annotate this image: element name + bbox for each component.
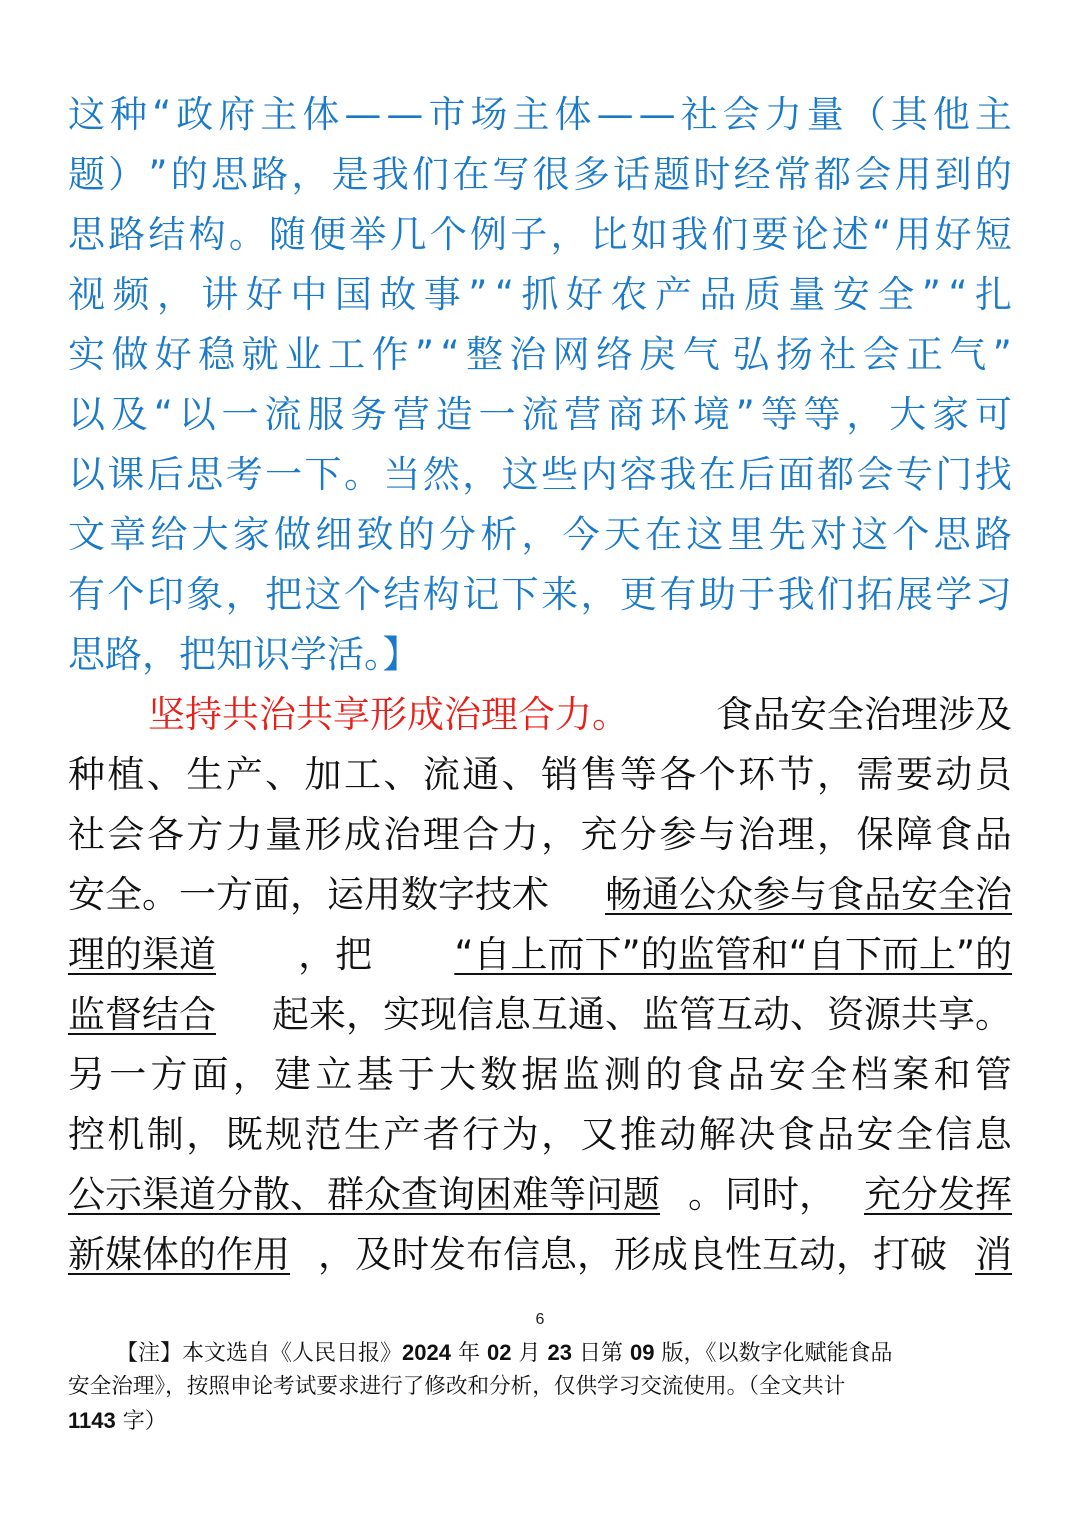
underlined-phrase: 消 (975, 1233, 1012, 1276)
underlined-phrase: 监督结合 (68, 993, 216, 1036)
paragraph-text: 食品安全治理涉及 (716, 693, 1012, 736)
footnote-text: 字） (122, 1409, 167, 1434)
paragraph-heading: 坚持共治共享形成治理合力。 (148, 693, 629, 736)
footnote-text: 年 (457, 1341, 480, 1366)
commentary-line: 以 课 后 思 考 一 下 。 当 然 ， 这 些 内 容 我 在 后 面 都 会 专 门 找 (68, 453, 1012, 496)
footnote-text: 版，《以数字化赋能食品 (661, 1341, 893, 1366)
paragraph-line (68, 1226, 1012, 1284)
footnote-text: 【注】本文选自《人民日报》 (116, 1341, 403, 1366)
commentary-line: 题 ） ” 的 思 路 ， 是 我 们 在 写 很 多 话 题 时 经 常 都 会 用 到 的 (68, 153, 1012, 196)
commentary-line: 文 章 给 大 家 做 细 致 的 分 析 ， 今 天 在 这 里 先 对 这 个 思 路 (68, 513, 1012, 556)
footnote-text: 月 (518, 1341, 541, 1366)
paragraph-text: ，及时发布信息，形成良性互动，打破 (318, 1233, 947, 1276)
paragraph-line: 控 机 制 ， 既 规 范 生 产 者 行 为 ， 又 推 动 解 决 食 品 安 全 信 息 (68, 1113, 1012, 1156)
footnote-line (116, 1336, 1012, 1371)
commentary-line: 有 个 印 象 ， 把 这 个 结 构 记 下 来 ， 更 有 助 于 我 们 拓 展 学 习 (68, 573, 1012, 616)
underlined-phrase: 公示渠道分散、群众查询困难等问题 (68, 1173, 660, 1216)
paragraph-text: ，把 (298, 933, 373, 976)
commentary-line: 实 做 好 稳 就 业 工 作 ” “ 整 治 网 络 戾 气 弘 扬 社 会 正 气 ” (68, 333, 1012, 376)
page-number: 6 (535, 1311, 545, 1328)
paragraph-text: 。同时， (688, 1173, 836, 1216)
paragraph-line: 另 一 方 面 ， 建 立 基 于 大 数 据 监 测 的 食 品 安 全 档 案 和 管 (68, 1053, 1012, 1096)
paragraph-text: 起来，实现信息互通、监管互动、资源共享。 (272, 993, 1012, 1036)
paragraph-line (148, 686, 1012, 744)
underlined-phrase: “自上而下”的监管和“自下而上”的 (454, 933, 1012, 976)
paragraph-line (68, 866, 1012, 924)
commentary-line: 视 频 ， 讲 好 中 国 故 事 ” “ 抓 好 农 产 品 质 量 安 全 ” “ 扎 (68, 273, 1012, 316)
footnote-day: 23 (547, 1340, 572, 1365)
paragraph-line: 种 植 、 生 产 、 加 工 、 流 通 、 销 售 等 各 个 环 节 ， 需 要 动 员 (68, 753, 1012, 796)
footnote-count: 1143 (68, 1408, 116, 1433)
underlined-phrase: 充分发挥 (864, 1173, 1012, 1216)
footnote-line: 安全治理》，按照申论考试要求进行了修改和分析，仅供学习交流使用。（全文共计 (68, 1374, 846, 1399)
footnote-edition: 09 (629, 1340, 655, 1365)
footnote-line (68, 1404, 1012, 1439)
underlined-phrase: 新媒体的作用 (68, 1233, 290, 1276)
footnote-text: 日第 (578, 1341, 623, 1366)
commentary-line: 以 及 “ 以 一 流 服 务 营 造 一 流 营 商 环 境 ” 等 等 ， 大 家 可 (68, 393, 1012, 436)
paragraph-line: 社 会 各 方 力 量 形 成 治 理 合 力 ， 充 分 参 与 治 理 ， 保 障 食 品 (68, 813, 1012, 856)
underlined-phrase: 畅通公众参与食品安全治 (605, 873, 1012, 916)
footnote-month: 02 (486, 1340, 512, 1365)
commentary-line: 思路，把知识学活。】 (68, 633, 420, 676)
paragraph-line (68, 986, 1012, 1044)
paragraph-line (68, 926, 1012, 984)
paragraph-line (68, 1166, 1012, 1224)
footnote-year: 2024 (402, 1340, 451, 1365)
commentary-line: 思 路 结 构 。 随 便 举 几 个 例 子 ， 比 如 我 们 要 论 述 “ 用 好 短 (68, 213, 1012, 256)
paragraph-text: 安全。一方面，运用数字技术 (68, 873, 549, 916)
commentary-line: 这 种 “ 政 府 主 体 — — 市 场 主 体 — — 社 会 力 量 （ 其 他 主 (68, 93, 1012, 136)
underlined-phrase: 理的渠道 (68, 933, 216, 976)
